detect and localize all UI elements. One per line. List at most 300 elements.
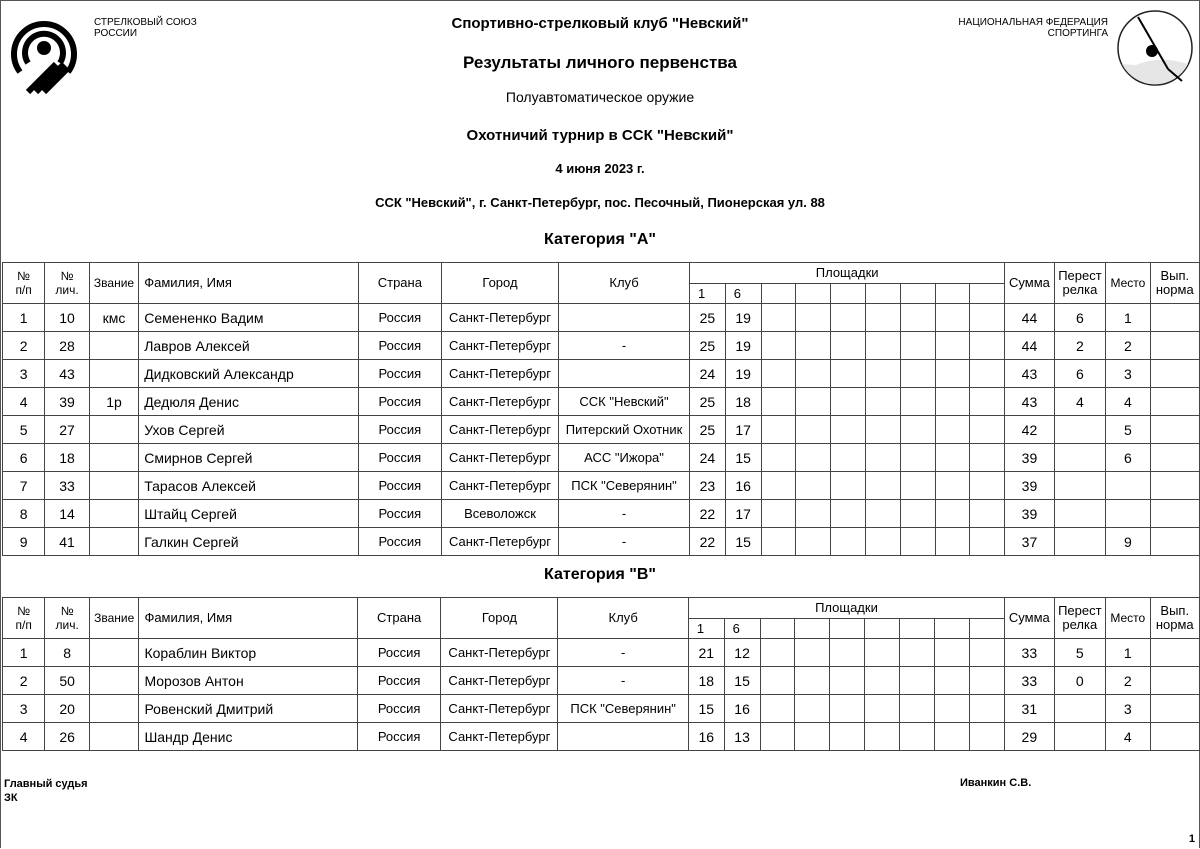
cell-ground-6: 18 [725,388,761,416]
table-row [3,304,1200,332]
col-header-ground-1: 1 [690,284,726,304]
cell-ground-empty [796,528,831,556]
cell-sum: 33 [1005,667,1054,695]
cell-ground-empty [831,472,866,500]
cell-ground-empty [900,444,935,472]
cell-rank [89,332,138,360]
col-header-sum: Сумма [1005,263,1054,304]
cell-id: 10 [45,304,90,332]
header-line: Вып. [1160,268,1190,283]
cell-num: 2 [3,667,45,695]
col-header-city: Город [442,263,559,304]
cell-ground-empty [830,639,865,667]
cell-shootoff [1054,528,1106,556]
cell-country: Россия [358,304,441,332]
header-line: релка [1062,282,1098,297]
cell-ground-empty [760,723,795,751]
cell-city: Санкт-Петербург [442,388,559,416]
cell-rank: 1р [89,388,138,416]
cell-num: 9 [3,528,45,556]
cell-ground-empty [761,360,796,388]
cell-name: Дидковский Александр [139,360,358,388]
cell-city: Санкт-Петербург [442,444,559,472]
cell-norm [1150,500,1199,528]
cell-ground-empty [935,528,970,556]
cell-sum: 39 [1005,472,1054,500]
cell-name: Ухов Сергей [139,416,358,444]
cell-sum: 43 [1005,360,1054,388]
cell-ground-1: 25 [690,332,726,360]
cell-ground-empty [796,444,831,472]
category-b-title: Категория "В" [544,566,656,583]
cell-ground-empty [796,304,831,332]
cell-ground-empty [935,304,970,332]
cell-sum: 42 [1005,416,1054,444]
results-table-category-b [2,597,1200,751]
cell-id: 33 [45,472,90,500]
cell-ground-empty [796,472,831,500]
cell-place [1106,472,1150,500]
cell-country: Россия [358,472,441,500]
col-header-ground-1: 1 [688,619,724,639]
col-header-name: Фамилия, Имя [139,598,357,639]
cell-num: 5 [3,416,45,444]
cell-rank [89,360,138,388]
cell-ground-6: 19 [725,360,761,388]
cell-ground-empty [865,695,900,723]
table-row [3,332,1200,360]
cell-ground-empty [900,528,935,556]
cell-ground-6: 19 [725,332,761,360]
cell-club: ПСК "Северянин" [558,695,688,723]
cell-norm [1150,416,1199,444]
cell-rank [89,723,138,751]
cell-shootoff [1054,723,1106,751]
cell-ground-empty [831,444,866,472]
cell-rank [89,639,138,667]
cell-ground-empty [935,695,970,723]
col-header-id [45,598,90,639]
cell-shootoff: 6 [1054,304,1106,332]
cell-ground-empty [935,444,970,472]
cell-country: Россия [358,388,441,416]
cell-ground-6: 17 [725,500,761,528]
cell-ground-1: 15 [688,695,724,723]
col-header-rank: Звание [89,263,138,304]
col-header-sum: Сумма [1005,598,1054,639]
cell-place: 4 [1106,388,1150,416]
cell-ground-1: 16 [688,723,724,751]
cell-club: - [559,332,690,360]
col-header-ground-empty [795,619,830,639]
col-header-country: Страна [358,263,441,304]
cell-ground-empty [761,416,796,444]
cell-country: Россия [358,444,441,472]
cell-club: Питерский Охотник [559,416,690,444]
cell-city: Всеволожск [442,500,559,528]
cell-ground-1: 24 [690,360,726,388]
cell-ground-empty [865,639,900,667]
cell-name: Кораблин Виктор [139,639,357,667]
cell-norm [1150,667,1199,695]
cell-norm [1150,388,1199,416]
cell-ground-empty [760,667,795,695]
cell-city: Санкт-Петербург [442,416,559,444]
cell-rank [89,528,138,556]
col-header-name: Фамилия, Имя [139,263,358,304]
cell-shootoff: 4 [1054,388,1106,416]
cell-ground-6: 17 [725,416,761,444]
cell-rank [89,695,138,723]
cell-sum: 44 [1005,304,1054,332]
cell-shootoff [1054,416,1106,444]
cell-club [559,360,690,388]
col-header-ground-empty [761,284,796,304]
cell-sum: 43 [1005,388,1054,416]
cell-place: 4 [1106,723,1150,751]
cell-rank [89,500,138,528]
header-line: Перест [1058,268,1102,283]
cell-norm [1150,528,1199,556]
cell-club [558,723,688,751]
table-row [3,388,1200,416]
table-row [3,360,1200,388]
cell-ground-empty [831,416,866,444]
cell-ground-1: 25 [690,416,726,444]
cell-id: 43 [45,360,90,388]
cell-country: Россия [358,416,441,444]
col-header-grounds: Площадки [688,598,1004,619]
cell-ground-empty [935,723,970,751]
cell-country: Россия [357,695,440,723]
col-header-ground-empty [935,619,970,639]
cell-name: Морозов Антон [139,667,357,695]
table-row [3,667,1200,695]
cell-place: 2 [1106,667,1150,695]
header-line: релка [1062,617,1098,632]
cell-ground-1: 25 [690,388,726,416]
cell-id: 8 [45,639,90,667]
cell-ground-empty [900,500,935,528]
col-header-ground-empty [760,619,795,639]
cell-place: 1 [1106,304,1150,332]
cell-sum: 44 [1005,332,1054,360]
org-left-line2: РОССИИ [94,28,138,39]
cell-name: Лавров Алексей [139,332,358,360]
cell-ground-empty [761,472,796,500]
header-line: п/п [15,283,32,297]
col-header-norm [1150,263,1199,304]
cell-ground-empty [796,416,831,444]
table-row [3,472,1200,500]
header-line: № [17,269,31,283]
cell-rank [89,667,138,695]
cell-ground-6: 16 [724,695,760,723]
cell-city: Санкт-Петербург [442,304,559,332]
cell-ground-empty [970,639,1005,667]
cell-sum: 39 [1005,444,1054,472]
cell-ground-6: 15 [724,667,760,695]
cell-ground-empty [935,500,970,528]
cell-ground-empty [865,332,900,360]
table-row [3,695,1200,723]
cell-ground-empty [900,639,935,667]
cell-rank [89,444,138,472]
cell-name: Смирнов Сергей [139,444,358,472]
cell-ground-empty [831,332,866,360]
tournament-title: Охотничий турнир в ССК "Невский" [466,127,734,144]
cell-ground-empty [830,667,865,695]
cell-shootoff [1054,444,1106,472]
cell-ground-empty [970,528,1005,556]
cell-ground-empty [865,304,900,332]
cell-shootoff [1054,695,1106,723]
cell-ground-1: 22 [690,500,726,528]
cell-club: - [559,528,690,556]
cell-ground-empty [900,360,935,388]
cell-club [559,304,690,332]
cell-place [1106,500,1150,528]
cell-city: Санкт-Петербург [441,695,558,723]
cell-rank [89,472,138,500]
cell-ground-empty [970,723,1005,751]
cell-num: 2 [3,332,45,360]
cell-shootoff [1054,500,1106,528]
cell-ground-6: 15 [725,444,761,472]
cell-ground-empty [970,360,1005,388]
weapon-type: Полуавтоматическое оружие [505,89,695,105]
cell-norm [1150,695,1199,723]
col-header-shootoff [1054,598,1106,639]
header-line: Перест [1058,603,1102,618]
table-header-row [3,598,1200,619]
cell-ground-empty [970,472,1005,500]
cell-ground-empty [761,444,796,472]
cell-ground-empty [900,416,935,444]
col-header-ground-empty [831,284,866,304]
cell-city: Санкт-Петербург [442,472,559,500]
cell-ground-empty [900,472,935,500]
cell-id: 50 [45,667,90,695]
cell-club: - [558,639,688,667]
cell-ground-1: 24 [690,444,726,472]
cell-country: Россия [358,360,441,388]
col-header-ground-empty [970,284,1005,304]
cell-ground-empty [935,472,970,500]
cell-id: 14 [45,500,90,528]
cell-ground-empty [760,639,795,667]
cell-ground-empty [900,723,935,751]
cell-norm [1150,304,1199,332]
cell-ground-empty [761,388,796,416]
cell-ground-empty [865,388,900,416]
cell-num: 4 [3,388,45,416]
cell-ground-empty [970,667,1005,695]
header-line: лич. [55,283,79,297]
cell-place: 5 [1106,416,1150,444]
cell-city: Санкт-Петербург [442,528,559,556]
cell-ground-empty [935,388,970,416]
cell-ground-empty [865,416,900,444]
cell-club: АСС "Ижора" [559,444,690,472]
cell-ground-empty [970,500,1005,528]
col-header-place: Место [1106,263,1150,304]
table-row [3,528,1200,556]
cell-city: Санкт-Петербург [442,360,559,388]
cell-name: Ровенский Дмитрий [139,695,357,723]
page-number: 1 [1188,833,1195,845]
col-header-ground-empty [970,619,1005,639]
cell-name: Тарасов Алексей [139,472,358,500]
cell-ground-empty [935,416,970,444]
cell-ground-1: 25 [690,304,726,332]
cell-city: Санкт-Петербург [441,639,558,667]
chief-judge-name: Иванкин С.В. [960,777,1032,789]
cell-rank: кмс [89,304,138,332]
cell-city: Санкт-Петербург [441,667,558,695]
cell-ground-empty [795,723,830,751]
cell-ground-empty [970,695,1005,723]
cell-place: 9 [1106,528,1150,556]
table-row [3,639,1200,667]
cell-ground-6: 19 [725,304,761,332]
header-line: п/п [15,618,32,632]
header-line: № [17,604,31,618]
cell-ground-empty [796,332,831,360]
cell-ground-empty [970,444,1005,472]
cell-ground-empty [935,639,970,667]
category-a-title: Категория "А" [544,231,656,248]
cell-ground-empty [865,528,900,556]
cell-ground-empty [900,304,935,332]
cell-ground-empty [831,500,866,528]
cell-place: 6 [1106,444,1150,472]
col-header-ground-empty [796,284,831,304]
col-header-ground-empty [865,619,900,639]
cell-num: 1 [3,304,45,332]
col-header-ground-empty [900,619,935,639]
cell-num: 6 [3,444,45,472]
col-header-grounds: Площадки [690,263,1005,284]
col-header-norm [1150,598,1199,639]
org-right-line2: СПОРТИНГА [1047,28,1108,39]
cell-num: 1 [3,639,45,667]
header-line: лич. [55,618,79,632]
cell-ground-1: 22 [690,528,726,556]
cell-norm [1150,360,1199,388]
event-date: 4 июня 2023 г. [555,161,645,176]
cell-name: Штайц Сергей [139,500,358,528]
header-line: норма [1155,617,1194,632]
cell-ground-empty [900,332,935,360]
col-header-ground-empty [935,284,970,304]
col-header-ground-6: 6 [724,619,760,639]
cell-norm [1150,332,1199,360]
cell-ground-empty [970,388,1005,416]
cell-name: Галкин Сергей [139,528,358,556]
table-header-row [3,263,1200,284]
cell-ground-empty [865,500,900,528]
col-header-club: Клуб [558,598,688,639]
cell-shootoff: 0 [1054,667,1106,695]
cell-place: 1 [1106,639,1150,667]
cell-ground-empty [935,360,970,388]
cell-country: Россия [358,528,441,556]
cell-ground-empty [761,304,796,332]
cell-club: - [558,667,688,695]
cell-ground-empty [831,528,866,556]
cell-ground-1: 21 [688,639,724,667]
chief-judge [4,777,88,805]
cell-shootoff: 5 [1054,639,1106,667]
cell-name: Семененко Вадим [139,304,358,332]
cell-sum: 31 [1005,695,1054,723]
cell-country: Россия [358,500,441,528]
cell-norm [1150,444,1199,472]
org-right-line1: НАЦИОНАЛЬНАЯ ФЕДЕРАЦИЯ [958,17,1108,28]
cell-sum: 33 [1005,639,1054,667]
cell-place: 3 [1106,360,1150,388]
cell-ground-empty [796,388,831,416]
cell-ground-empty [796,500,831,528]
chief-judge-label: Главный судья [4,778,88,790]
cell-num: 3 [3,360,45,388]
cell-ground-empty [900,388,935,416]
cell-country: Россия [357,639,440,667]
cell-ground-empty [865,472,900,500]
cell-ground-empty [761,332,796,360]
cell-place: 3 [1106,695,1150,723]
cell-ground-empty [830,723,865,751]
cell-ground-empty [865,444,900,472]
cell-id: 18 [45,444,90,472]
col-header-city: Город [441,598,558,639]
cell-ground-empty [795,695,830,723]
cell-id: 39 [45,388,90,416]
col-header-shootoff [1054,263,1106,304]
cell-ground-empty [831,304,866,332]
header-line: норма [1155,282,1194,297]
results-table-category-a [2,262,1200,556]
results-title: Результаты личного первенства [463,53,737,72]
chief-judge-rank: ЗК [4,792,18,804]
cell-id: 20 [45,695,90,723]
cell-num: 3 [3,695,45,723]
col-header-ground-empty [900,284,935,304]
cell-city: Санкт-Петербург [442,332,559,360]
cell-ground-6: 16 [725,472,761,500]
col-header-rank: Звание [89,598,138,639]
header-line: № [60,604,74,618]
col-header-id [45,263,90,304]
header-line: № [60,269,74,283]
cell-club: ССК "Невский" [559,388,690,416]
cell-sum: 37 [1005,528,1054,556]
cell-ground-empty [865,723,900,751]
cell-id: 26 [45,723,90,751]
cell-ground-empty [796,360,831,388]
club-title: Спортивно-стрелковый клуб "Невский" [451,15,749,32]
col-header-place: Место [1106,598,1150,639]
cell-id: 27 [45,416,90,444]
cell-num: 4 [3,723,45,751]
cell-id: 28 [45,332,90,360]
cell-ground-empty [761,528,796,556]
cell-ground-1: 18 [688,667,724,695]
table-row [3,500,1200,528]
cell-ground-1: 23 [690,472,726,500]
col-header-num [3,598,45,639]
